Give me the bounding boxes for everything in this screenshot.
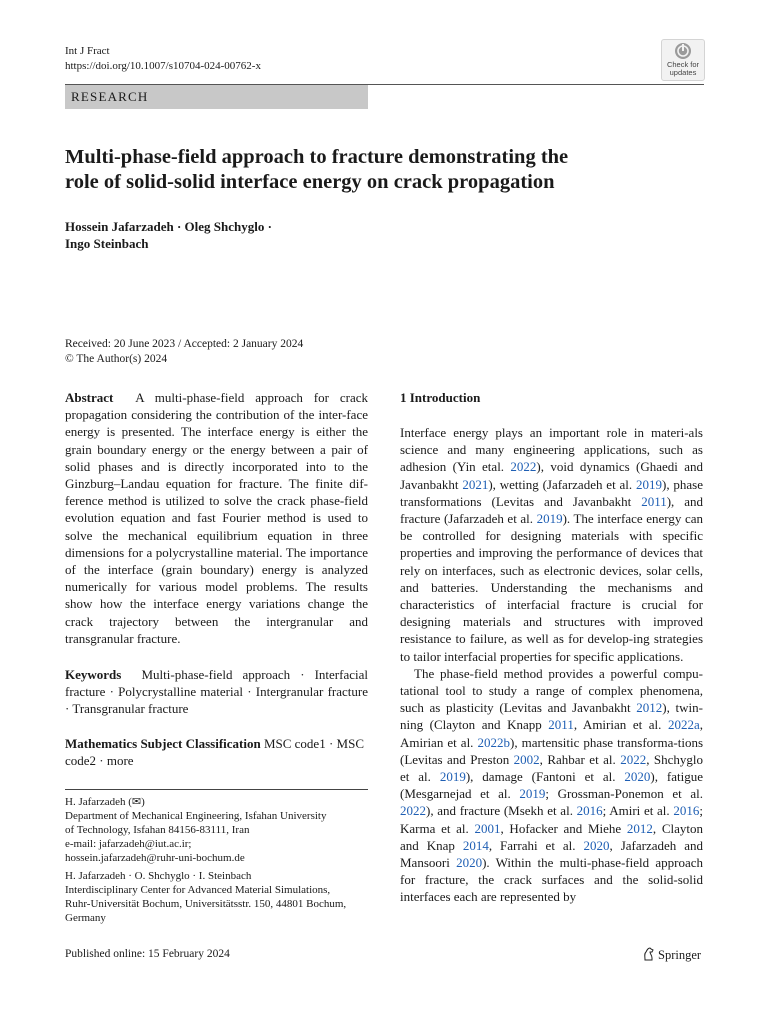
citation-link[interactable]: 2019 [636, 476, 662, 492]
article-dates [65, 337, 303, 367]
citation-link[interactable]: 2014 [462, 837, 489, 853]
authors-line-1: Hossein Jafarzadeh · Oleg Shchyglo · [65, 219, 272, 234]
citation-link[interactable]: 2019 [536, 511, 563, 527]
citation-link[interactable]: 2019 [519, 786, 546, 802]
msc-classification [65, 735, 368, 769]
aff1-email-1[interactable]: e-mail: jafarzadeh@iut.ac.ir; [65, 838, 192, 850]
aff2-address: Ruhr-Universität Bochum, Universitätsstr. 150, 44801 Bochum, [65, 898, 347, 910]
publisher-name: Springer [658, 948, 702, 962]
intro-paragraph-2: The phase-field method provides a powerful compu-tational tool to study a range of complex phenomena, such as plasticity (Levitas and Javanbakht 2012), twin-ning (Clayton and Knapp 2011, Amirian et al. 2022a, Amirian et al. 2022b), martensitic phase transforma-tions (Levitas and Preston 2002, Rahbar et al. 2022, Shchyglo et al. 2019), damage (Fantoni et al. 2020), fatigue (Mesgarnejad et al. 2019; Grossman-Ponemon et al. 2022), and fracture (Msekh et al. 2016; Amiri et al. 2016; Karma et al. 2001, Hofacker and Miehe 2012, Clayton and Knap 2014, Farrahi et al. 2020, Jafarzadeh and Mansoori 2020). Within the multi-phase-field approach for fracture, the crack surfaces and the solid-solid interfaces each are represented by [400, 665, 704, 905]
introduction-body [400, 424, 703, 906]
msc-text: MSC code1 · MSC code2 · more [65, 736, 364, 769]
aff2-names: H. Jafarzadeh · O. Shchyglo · I. Steinbach [65, 870, 252, 882]
authors-line-2: Ingo Steinbach [65, 236, 149, 251]
abstract [65, 389, 368, 647]
badge-line1: Check for [666, 60, 700, 69]
affiliation-2 [65, 869, 368, 925]
author-list [65, 218, 385, 252]
citation-link[interactable]: 2011 [641, 493, 667, 509]
journal-info [65, 44, 261, 74]
keywords-text: Multi-phase-field approach · Interfacial fracture · Polycrystalline material · Intergranular fracture · Transgranular fracture [65, 667, 368, 717]
citation-link[interactable]: 2012 [636, 700, 663, 716]
citation-link[interactable]: 2022a [667, 717, 700, 733]
introduction-heading: 1 Introduction [400, 390, 481, 405]
title-line-1: Multi-phase-field approach to fracture demonstrating the [65, 146, 569, 168]
citation-link[interactable]: 2019 [439, 769, 466, 785]
affiliation-separator [65, 789, 368, 790]
section-label: RESEARCH [65, 85, 368, 109]
copyright: © The Author(s) 2024 [65, 353, 168, 365]
citation-link[interactable]: 2020 [583, 837, 610, 853]
keywords [65, 666, 368, 718]
citation-link[interactable]: 2012 [626, 820, 653, 836]
citation-link[interactable]: 2001 [474, 820, 501, 836]
aff2-center: Interdisciplinary Center for Advanced Material Simulations, [65, 884, 331, 896]
citation-link[interactable]: 2020 [456, 855, 483, 871]
springer-horse-icon [642, 947, 655, 961]
aff1-name: H. Jafarzadeh (✉) [65, 796, 145, 808]
published-online: Published online: 15 February 2024 [65, 948, 230, 960]
citation-link[interactable]: 2016 [673, 803, 700, 819]
citation-link[interactable]: 2022 [400, 803, 426, 819]
aff2-country: Germany [65, 912, 106, 924]
paper-title [65, 145, 665, 195]
citation-link[interactable]: 2022 [620, 751, 647, 767]
keywords-label: Keywords [65, 667, 122, 682]
check-for-updates-badge[interactable] [661, 39, 705, 81]
citation-link[interactable]: 2022b [477, 734, 510, 750]
aff1-dept: Department of Mechanical Engineering, Isfahan University [65, 810, 327, 822]
publisher-logo [642, 947, 701, 963]
citation-link[interactable]: 2011 [548, 717, 574, 733]
aff1-email-2[interactable]: hossein.jafarzadeh@ruhr-uni-bochum.de [65, 852, 245, 864]
badge-line2: updates [669, 68, 697, 77]
citation-link[interactable]: 2020 [624, 769, 651, 785]
aff1-inst: of Technology, Isfahan 84156-83111, Iran [65, 824, 250, 836]
journal-name: Int J Fract [65, 45, 110, 57]
affiliation-1 [65, 795, 368, 865]
received-accepted: Received: 20 June 2023 / Accepted: 2 January 2024 [65, 338, 304, 350]
intro-paragraph-1: Interface energy plays an important role in materi-als science and many engineering applications, such as adhesion (Yin etal. 2022), void dynamics (Ghaedi and Javanbakht 2021), wetting (Jafarzadeh et al. 2019), phase transformations (Levitas and Javanbakht 2011), and fracture (Jafarzadeh et al. 2019). The interface energy can be controlled for designing materials with specific properties and improving the performance of devices that rely on interfaces, such as electronic devices, solar cells, and batteries. Understanding the mechanisms and characteristics of interfacial fracture is crucial for designing materials and structures with improved resistance to failure, as well as for develop-ing strategies to tailor interfacial properties for specific applications. [400, 425, 704, 664]
citation-link[interactable]: 2002 [513, 751, 540, 767]
doi-link[interactable]: https://doi.org/10.1007/s10704-024-00762-x [65, 60, 261, 72]
msc-label: Mathematics Subject Classification [65, 736, 261, 751]
citation-link[interactable]: 2022 [510, 459, 537, 475]
abstract-text: A multi-phase-field approach for crack propagation considering the contribution of the inter-face energy is presented. The interface energy is either the grain boundary energy or the energy between a pair of solid phases and is directly incorporated into to the Ginzburg–Landau equation for fracture. The finite dif-ference method is utilized to solve the crack phase-field evolution equation and fast Fourier method is used to solve the mechanical equilibrium equation in three dimensions for a polycrystalline material. The importance of the interface (grain boundary) energy is analyzed numerically for various model problems. The results show how the interface energy variations change the crack trajectory between the intergranular and transgranular fracture. [65, 390, 368, 646]
citation-link[interactable]: 2016 [576, 803, 603, 819]
check-updates-icon [674, 42, 692, 60]
title-line-2: role of solid-solid interface energy on crack propagation [65, 171, 555, 193]
citation-link[interactable]: 2021 [462, 476, 489, 492]
abstract-label: Abstract [65, 390, 114, 405]
